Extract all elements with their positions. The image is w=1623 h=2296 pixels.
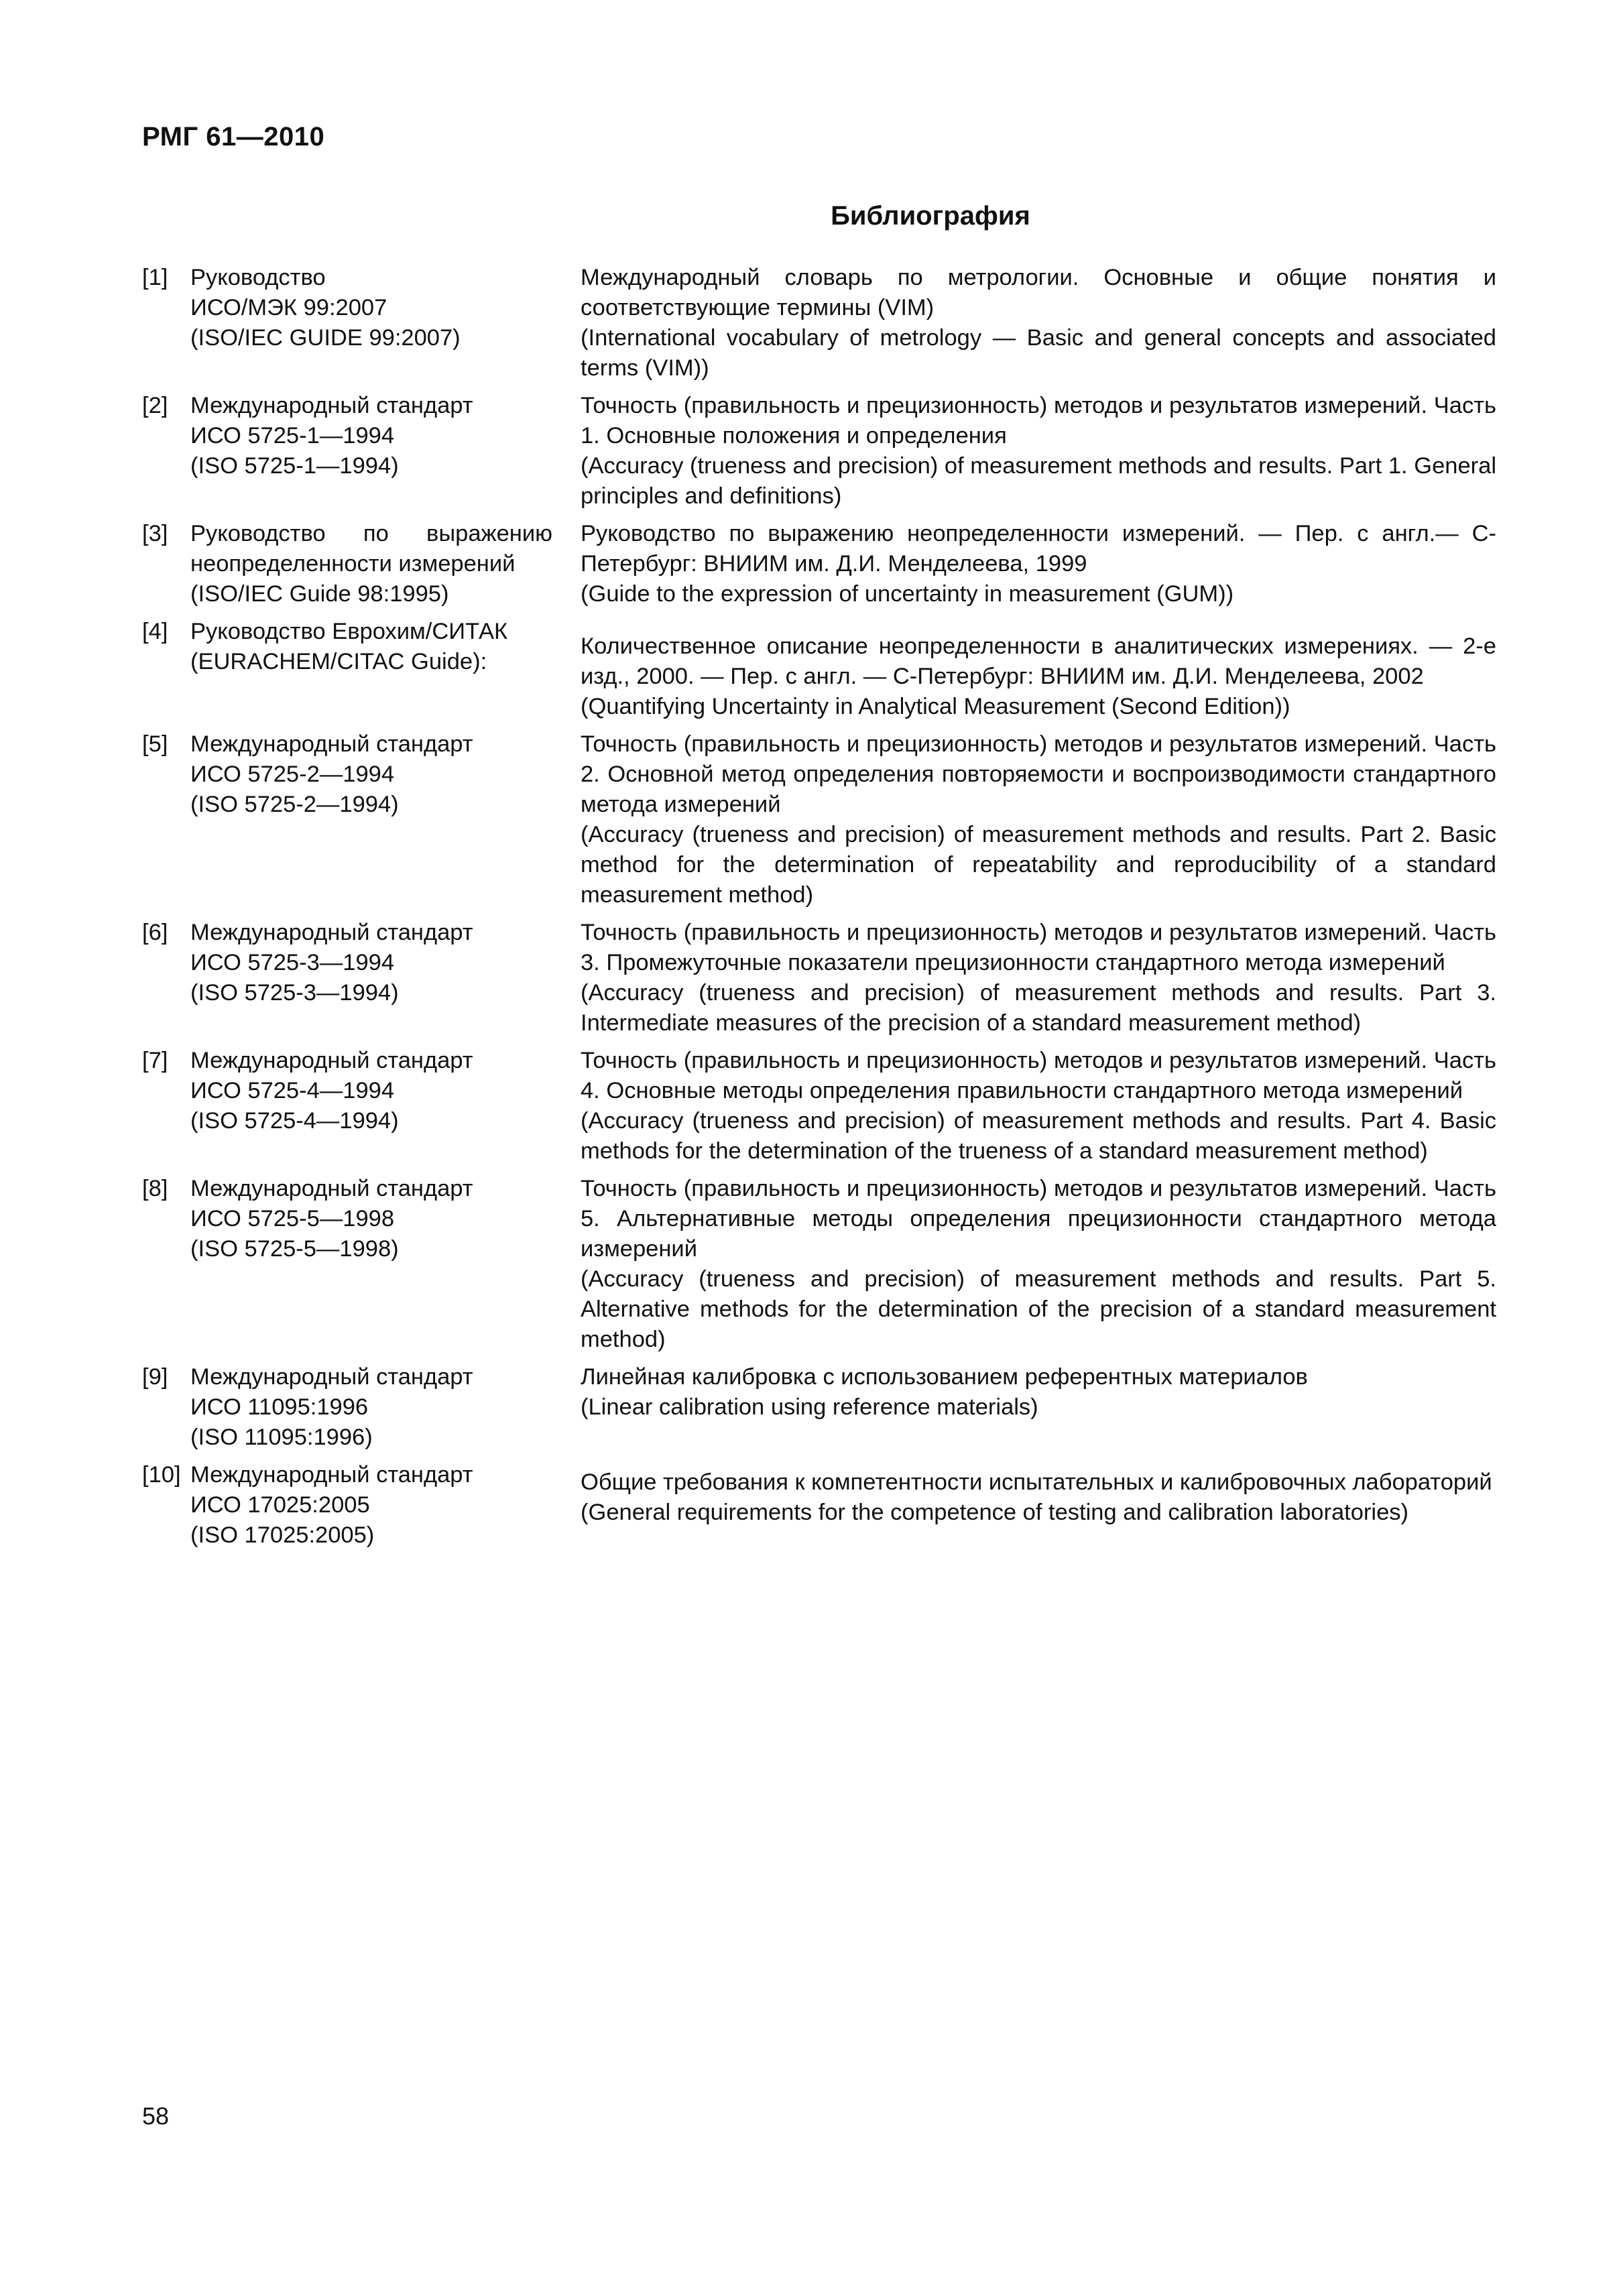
page-number: 58 [142, 2102, 170, 2130]
entry-number: [3] [142, 521, 168, 546]
bibliography-entry [142, 1174, 1496, 1355]
bibliography-list [142, 263, 1496, 1558]
entry-description [581, 519, 1496, 609]
entry-number: [4] [142, 619, 168, 644]
entry-description [581, 617, 1496, 722]
entry-title-ru: Количественное описание неопределенности в аналитических измерениях. — 2-е изд., 2000. — Пер. с англ. — С-Петербург: ВНИИМ им. Д.И. Менделеева, 2002 [581, 633, 1496, 689]
entry-number: [5] [142, 731, 168, 757]
entry-description [581, 1460, 1496, 1551]
entry-source: Международный стандарт ИСО 5725-1—1994 (ISO 5725-1—1994) [190, 393, 473, 479]
entry-description [581, 263, 1496, 383]
entry-title-en: (Accuracy (trueness and precision) of measurement methods and results. Part 3. Intermediate measures of the precision of a standard measurement method) [581, 980, 1496, 1036]
entry-description [581, 391, 1496, 511]
bibliography-entry [142, 1460, 1496, 1551]
bibliography-entry [142, 519, 1496, 609]
entry-title-en: (Quantifying Uncertainty in Analytical Measurement (Second Edition)) [581, 694, 1290, 719]
entry-description [581, 729, 1496, 910]
entry-source: Руководство по выражению неопределенности измерений (ISO/IEC Guide 98:1995) [190, 521, 552, 607]
entry-title-en: (Accuracy (trueness and precision) of measurement methods and results. Part 2. Basic method for the determination of repeatability and reproducibility of a standard measurement method) [581, 822, 1496, 908]
entry-number: [1] [142, 265, 168, 290]
entry-title-ru: Линейная калибровка с использованием референтных материалов [581, 1364, 1308, 1390]
entry-title-ru: Точность (правильность и прецизионность) методов и результатов измерений. Часть 2. Основной метод определения повторяемости и воспроизводимости стандартного метода измерений [581, 731, 1496, 817]
entry-title-en: (Linear calibration using reference materials) [581, 1394, 1038, 1420]
entry-number: [6] [142, 920, 168, 945]
entry-source: Международный стандарт ИСО 5725-2—1994 (ISO 5725-2—1994) [190, 731, 473, 817]
entry-number: [9] [142, 1364, 168, 1390]
bibliography-entry [142, 729, 1496, 910]
entry-title-en: (Accuracy (trueness and precision) of measurement methods and results. Part 1. General principles and definitions) [581, 453, 1496, 509]
entry-source: Международный стандарт ИСО 5725-3—1994 (ISO 5725-3—1994) [190, 920, 473, 1006]
entry-number: [8] [142, 1176, 168, 1201]
bibliography-title: Библиография [831, 201, 1030, 231]
bibliography-entry [142, 918, 1496, 1038]
bibliography-entry [142, 1046, 1496, 1166]
bibliography-entry [142, 263, 1496, 383]
entry-source: Международный стандарт ИСО 5725-4—1994 (ISO 5725-4—1994) [190, 1048, 473, 1134]
entry-source: Руководство Еврохим/СИТАК (EURACHEM/CITAC Guide): [190, 619, 508, 674]
entry-description [581, 1174, 1496, 1355]
bibliography-entry [142, 617, 1496, 722]
entry-source: Международный стандарт ИСО 5725-5—1998 (ISO 5725-5—1998) [190, 1176, 473, 1262]
entry-title-ru: Точность (правильность и прецизионность) методов и результатов измерений. Часть 3. Промежуточные показатели прецизионности стандартного метода измерений [581, 920, 1496, 975]
entry-number: [7] [142, 1048, 168, 1073]
entry-source: Руководство ИСО/МЭК 99:2007 (ISO/IEC GUIDE 99:2007) [190, 265, 461, 351]
entry-title-ru: Точность (правильность и прецизионность) методов и результатов измерений. Часть 5. Альтернативные методы определения прецизионности стандартного метода измерений [581, 1176, 1496, 1262]
bibliography-entry [142, 391, 1496, 511]
entry-title-en: (Guide to the expression of uncertainty in measurement (GUM)) [581, 581, 1234, 607]
entry-title-ru: Руководство по выражению неопределенности измерений. — Пер. с англ.— С-Петербург: ВНИИМ им. Д.И. Менделеева, 1999 [581, 521, 1496, 577]
entry-title-en: (Accuracy (trueness and precision) of measurement methods and results. Part 5. Alternative methods for the determination of the precision of a standard measurement method) [581, 1266, 1496, 1352]
entry-number: [10] [142, 1462, 181, 1488]
entry-source: Международный стандарт ИСО 11095:1996 (ISO 11095:1996) [190, 1364, 473, 1450]
entry-title-ru: Общие требования к компетентности испытательных и калибровочных лабораторий [581, 1469, 1492, 1495]
bibliography-entry [142, 1362, 1496, 1453]
entry-description [581, 918, 1496, 1038]
entry-title-ru: Точность (правильность и прецизионность) методов и результатов измерений. Часть 1. Основные положения и определения [581, 393, 1496, 448]
document-code: РМГ 61—2010 [142, 122, 325, 152]
entry-title-en: (International vocabulary of metrology — Basic and general concepts and associated terms (VIM)) [581, 325, 1496, 381]
entry-title-en: (Accuracy (trueness and precision) of measurement methods and results. Part 4. Basic methods for the determination of the trueness of a standard measurement method) [581, 1108, 1496, 1164]
entry-title-en: (General requirements for the competence of testing and calibration laboratories) [581, 1500, 1408, 1525]
entry-title-ru: Точность (правильность и прецизионность) методов и результатов измерений. Часть 4. Основные методы определения правильности стандартного метода измерений [581, 1048, 1496, 1103]
entry-source: Международный стандарт ИСО 17025:2005 (ISO 17025:2005) [190, 1462, 473, 1548]
entry-title-ru: Международный словарь по метрологии. Основные и общие понятия и соответствующие термины (VIM) [581, 265, 1496, 320]
entry-number: [2] [142, 393, 168, 418]
entry-description [581, 1046, 1496, 1166]
entry-description [581, 1362, 1496, 1453]
